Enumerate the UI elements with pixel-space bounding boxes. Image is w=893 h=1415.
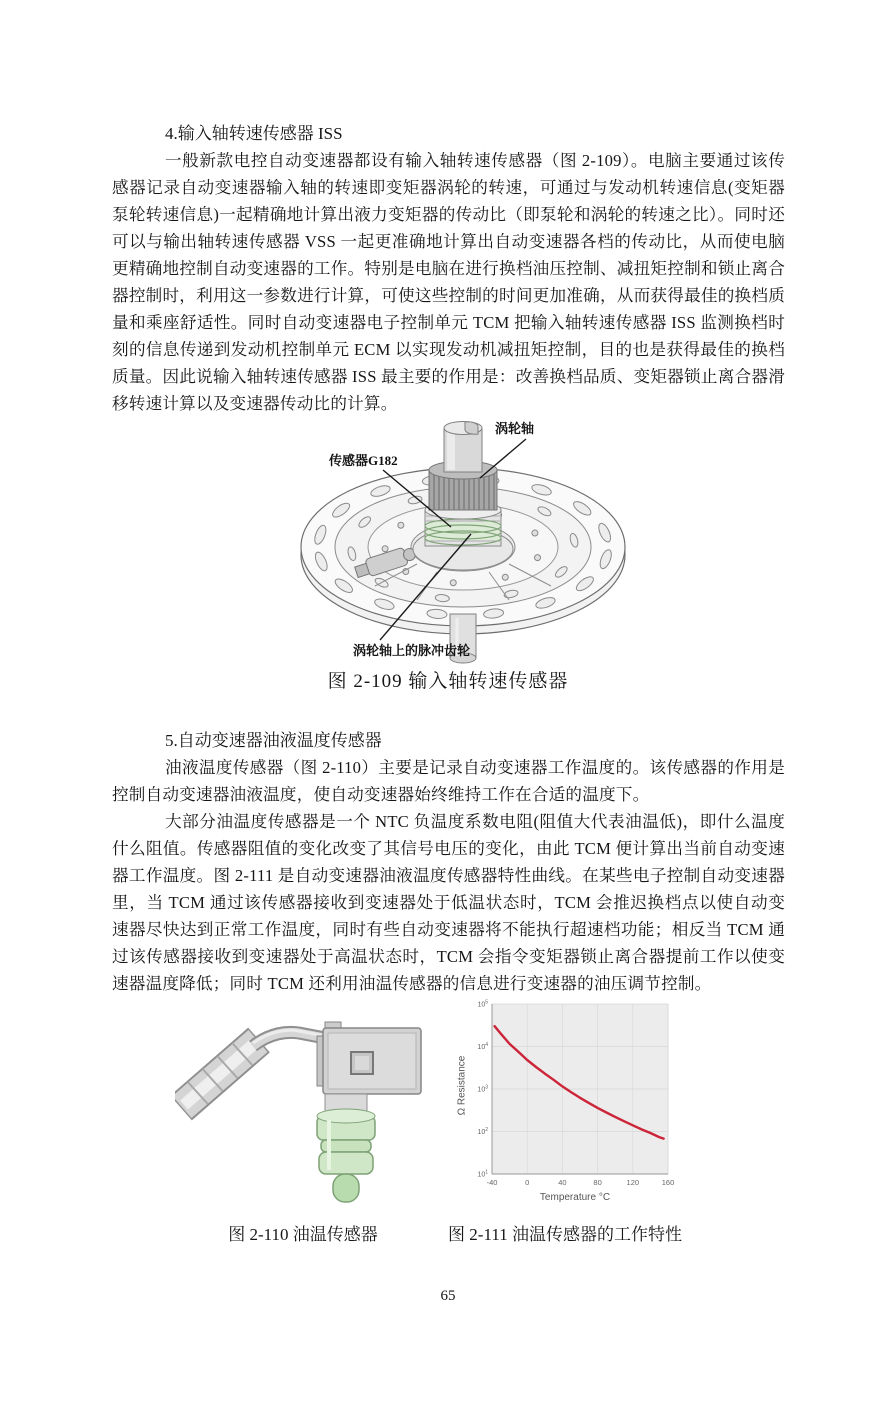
section-4-paragraph: 一般新款电控自动变速器都设有输入轴转速传感器（图 2-109）。电脑主要通过该传感器记录自动变速器输入轴的转速即变矩器涡轮的转速，可通过与发动机转速信息(变矩器泵轮转速信息)一起精确地计算出液力变矩器的传动比（即泵轮和涡轮的转速之比）。同时还可以与输出轴转速传感器 VSS 一起更准确地计算出自动变速器各档的传动比，从而使电脑更精确地控制自动变速器的工作。特别是电脑在进行换档油压控制、减扭矩控制和锁止离合器控制时，利用这一参数进行计算，可使这些控制的时间更加准确，从而获得最佳的换档质量和乘座舒适性。同时自动变速器电子控制单元 TCM 把输入轴转速传感器 ISS 监测换档时刻的信息传递到发动机控制单元 ECM 以实现发动机减扭矩控制，目的也是获得最佳的换档质量。因此说输入轴转速传感器 ISS 最主要的作用是：改善换档品质、变矩器锁止离合器滑移转速计算以及变速器传动比的计算。 [112, 151, 785, 413]
section-5-paragraph-2: 大部分油温度传感器是一个 NTC 负温度系数电阻(阻值大代表油温低)，即什么温度什么阻值。传感器阻值的变化改变了其信号电压的变化，由此 TCM 便计算出当前自动变速器工作温度。图 2-111 是自动变速器油液温度传感器特性曲线。在某些电子控制自动变速器里，当 TCM 通过该传感器接收到变速器处于低温状态时，TCM 会推迟换档点以使自动变速器尽快达到正常工作温度，同时有些自动变速器将不能执行超速档功能；相反当 TCM 通过该传感器接收到变速器处于高温状态时，TCM 会指令变矩器锁止离合器提前工作以使变速器温度降低；同时 TCM 还利用油温传感器的信息进行变速器的油压调节控制。 [112, 812, 785, 993]
sensor-tip [333, 1174, 359, 1202]
svg-text:160: 160 [661, 1178, 675, 1187]
label-sensor-g182: 传感器G182 [329, 453, 398, 468]
page-number: 65 [440, 1288, 456, 1304]
chart-x-axis-label: Temperature °C [539, 1192, 611, 1203]
figure-2-111-caption: 图 2-111 油温传感器的工作特性 [448, 1225, 682, 1244]
svg-text:0: 0 [525, 1178, 530, 1187]
label-turbine-shaft: 涡轮轴 [495, 421, 535, 436]
svg-text:105: $10^5$ [477, 999, 488, 1009]
section-5-paragraph-1: 油液温度传感器（图 2-110）主要是记录自动变速器工作温度的。该传感器的作用是控制自动变速器油液温度，使自动变速器始终维持工作在合适的温度下。 [112, 758, 785, 804]
figure-2-111 [452, 994, 688, 1216]
section-4-heading: 4.输入轴转速传感器 ISS [165, 124, 343, 143]
svg-text:102: $10^2$ [477, 1127, 488, 1136]
resistance-temperature-chart [452, 994, 682, 1194]
figure-2-109 [283, 414, 635, 666]
label-pulse-gear: 涡轮轴上的脉冲齿轮 [353, 643, 471, 658]
svg-text:101: $10^1$ [477, 1169, 488, 1179]
svg-text:-40: -40 [486, 1178, 498, 1187]
svg-text:103: $10^3$ [477, 1084, 488, 1094]
oil-temp-sensor-image [175, 998, 431, 1210]
figure-2-110 [175, 998, 431, 1210]
svg-text:104: $10^4$ [477, 1042, 488, 1051]
figure-2-109-caption: 图 2-109 输入轴转速传感器 [327, 671, 569, 692]
chart-y-axis-label: Ω Resistance [456, 1055, 468, 1116]
figure-2-110-caption: 图 2-110 油温传感器 [228, 1225, 378, 1244]
svg-text:80: 80 [593, 1178, 602, 1187]
section-5-heading: 5.自动变速器油液温度传感器 [165, 731, 382, 750]
svg-text:120: 120 [626, 1178, 640, 1187]
svg-text:40: 40 [558, 1178, 567, 1187]
